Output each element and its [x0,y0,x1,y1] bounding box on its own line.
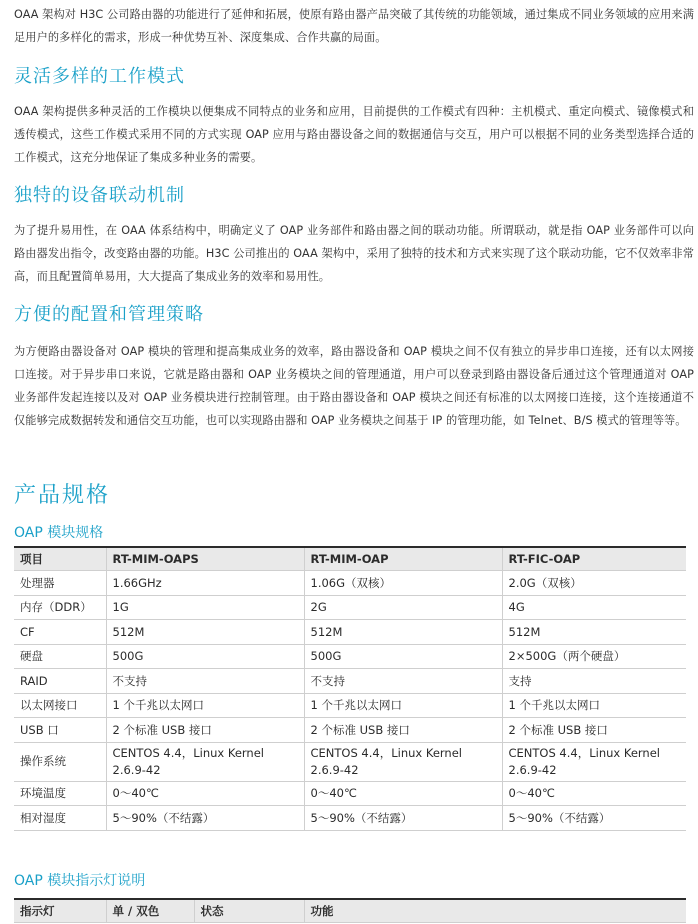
table-row [14,595,686,620]
led-table-caption: OAP 模块指示灯说明 [14,873,146,889]
table-cell: 处理器 [14,571,106,596]
table-row [14,806,686,831]
section-body-management: 为方便路由器设备对 OAP 模块的管理和提高集成业务的效率，路由器设备和 OAP 模块之间不仅有独立的异步串口连接，还有以太网接口连接。对于异步串口来说，它就是路由器和 OAP 业务模块之间的管理通道，用户可以登录到路由器设备后通过这个管理通道对 OAP 业务部件发起连接以及对 OAP 业务模块进行控制管理。由于路由器设备和 OAP 模块之间还有标准的以太网接口连接，这个连接通道不仅能够完成数据转发和通信交互功能，也可以实现路由器和 OAP 业务模块之间基于 IP 的管理功能，如 Telnet、B/S 模式的管理等等。 [14,345,694,427]
table-row [14,571,686,596]
table-cell: USB 口 [14,718,106,743]
spec-header-oaps: RT-MIM-OAPS [106,547,304,571]
table-cell: 1 个千兆以太网口 [106,693,304,718]
table-cell: 2 个标准 USB 接口 [304,718,502,743]
table-cell: 不支持 [106,669,304,694]
table-cell: 1.06G（双核） [304,571,502,596]
led-header-function: 功能 [304,899,686,923]
table-cell: 0～40℃ [502,781,686,806]
table-row [14,620,686,645]
table-cell: 以太网接口 [14,693,106,718]
led-header-color: 单 / 双色 [106,899,194,923]
table-cell: 硬盘 [14,644,106,669]
table-cell: 0～40℃ [106,781,304,806]
table-row [14,693,686,718]
table-cell: 2 个标准 USB 接口 [106,718,304,743]
table-cell: 操作系统 [14,742,106,781]
spec-table [14,546,686,831]
table-cell: 相对湿度 [14,806,106,831]
table-row [14,781,686,806]
table-cell: 环境温度 [14,781,106,806]
table-row [14,669,686,694]
spec-table-caption: OAP 模块规格 [14,525,104,541]
table-cell: 5～90%（不结露） [502,806,686,831]
spec-header-mim-oap: RT-MIM-OAP [304,547,502,571]
led-table-header-row [14,899,686,923]
section-title-work-modes: 灵活多样的工作模式 [14,66,185,87]
table-cell: 500G [304,644,502,669]
section-title-linkage: 独特的设备联动机制 [14,185,185,206]
led-header-indicator: 指示灯 [14,899,106,923]
table-cell: CENTOS 4.4，Linux Kernel 2.6.9-42 [502,742,686,781]
table-cell: CF [14,620,106,645]
table-cell: CENTOS 4.4，Linux Kernel 2.6.9-42 [106,742,304,781]
table-cell: 2G [304,595,502,620]
table-cell: 内存（DDR） [14,595,106,620]
table-cell: 不支持 [304,669,502,694]
table-cell: 2.0G（双核） [502,571,686,596]
table-cell: 512M [304,620,502,645]
table-cell: 5～90%（不结露） [304,806,502,831]
table-cell: RAID [14,669,106,694]
table-cell: 4G [502,595,686,620]
spec-title: 产品规格 [14,483,111,508]
table-cell: CENTOS 4.4，Linux Kernel 2.6.9-42 [304,742,502,781]
section-body-linkage: 为了提升易用性，在 OAA 体系结构中，明确定义了 OAP 业务部件和路由器之间的联动功能。所谓联动，就是指 OAP 业务部件可以向路由器发出指令，改变路由器的功能。H3C 公司推出的 OAA 架构中，采用了独特的技术和方式来实现了这个联动功能，它不仅效率非常高，而且配置简单易用，大大提高了集成业务的效率和易用性。 [14,224,694,283]
table-cell: 0～40℃ [304,781,502,806]
table-row [14,742,686,781]
table-cell: 512M [106,620,304,645]
table-cell: 1 个千兆以太网口 [304,693,502,718]
table-cell: 1.66GHz [106,571,304,596]
led-header-status: 状态 [194,899,304,923]
section-title-management: 方便的配置和管理策略 [14,304,204,325]
spec-header-item: 项目 [14,547,106,571]
table-cell: 2 个标准 USB 接口 [502,718,686,743]
led-table [14,898,686,923]
table-cell: 1 个千兆以太网口 [502,693,686,718]
intro-paragraph: OAA 架构对 H3C 公司路由器的功能进行了延伸和拓展，使原有路由器产品突破了其传统的功能领域，通过集成不同业务领域的应用来满足用户的多样化的需求，形成一种优势互补、深度集成、合作共赢的局面。 [14,8,694,44]
table-cell: 500G [106,644,304,669]
section-body-work-modes: OAA 架构提供多种灵活的工作模块以便集成不同特点的业务和应用，目前提供的工作模式有四种：主机模式、重定向模式、镜像模式和透传模式，这些工作模式采用不同的方式实现 OAP 应用与路由器设备之间的数据通信与交互，用户可以根据不同的业务类型选择合适的工作模式，这充分地保证了集成多种业务的需要。 [14,105,694,164]
table-cell: 512M [502,620,686,645]
table-cell: 1G [106,595,304,620]
table-cell: 2×500G（两个硬盘） [502,644,686,669]
table-row [14,644,686,669]
spec-header-fic-oap: RT-FIC-OAP [502,547,686,571]
table-cell: 5～90%（不结露） [106,806,304,831]
table-row [14,718,686,743]
table-cell: 支持 [502,669,686,694]
spec-table-header-row [14,547,686,571]
